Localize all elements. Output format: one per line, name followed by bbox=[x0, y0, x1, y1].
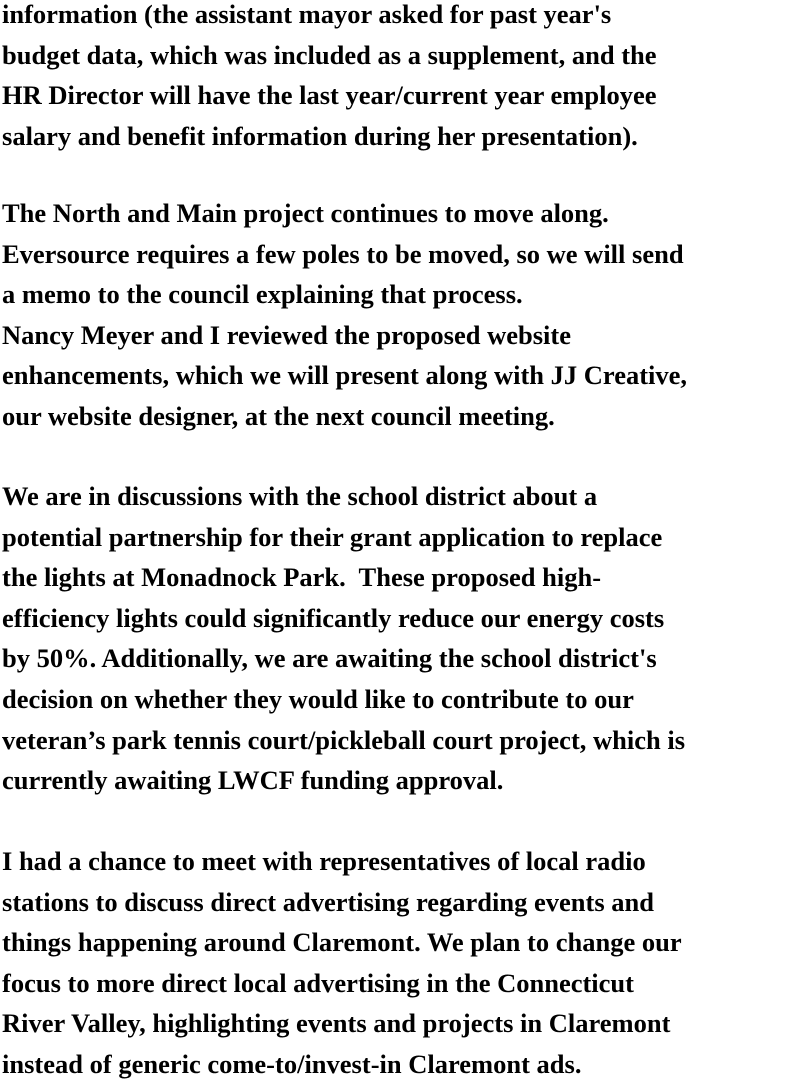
text-line: things happening around Claremont. We plan to change our bbox=[2, 927, 682, 958]
text-line: currently awaiting LWCF funding approval. bbox=[2, 765, 504, 796]
text-line: focus to more direct local advertising in the Connecticut bbox=[2, 967, 634, 998]
text-line: instead of generic come-to/invest-in Claremont ads. bbox=[2, 1048, 582, 1079]
text-line: veteran’s park tennis court/pickleball court project, which is bbox=[2, 724, 686, 755]
text-line: a memo to the council explaining that process. bbox=[2, 279, 523, 310]
paragraph-budget-info bbox=[2, 0, 657, 156]
text-line: I had a chance to meet with representatives of local radio bbox=[2, 846, 646, 876]
text-line: our website designer, at the next council meeting. bbox=[2, 400, 555, 431]
text-line: salary and benefit information during her presentation). bbox=[2, 120, 638, 151]
text-line: efficiency lights could significantly reduce our energy costs bbox=[2, 602, 665, 633]
text-line: Eversource requires a few poles to be moved, so we will send bbox=[2, 238, 684, 269]
paragraph-radio-advertising bbox=[2, 841, 682, 1085]
text-line: We are in discussions with the school district about a bbox=[2, 481, 598, 511]
text-line: Nancy Meyer and I reviewed the proposed website bbox=[2, 319, 571, 350]
text-line: stations to discuss direct advertising regarding events and bbox=[2, 886, 654, 917]
text-line: by 50%. Additionally, we are awaiting the school district's bbox=[2, 643, 657, 674]
paragraph-north-main-project bbox=[2, 193, 687, 437]
text-line: River Valley, highlighting events and projects in Claremont bbox=[2, 1008, 671, 1039]
text-line: The North and Main project continues to move along. bbox=[2, 198, 609, 228]
text-line: enhancements, which we will present along with JJ Creative, bbox=[2, 360, 688, 391]
text-line: potential partnership for their grant application to replace bbox=[2, 521, 663, 552]
text-line: decision on whether they would like to contribute to our bbox=[2, 683, 634, 714]
paragraph-school-district bbox=[2, 476, 685, 801]
text-line: the lights at Monadnock Park. These proposed high- bbox=[2, 562, 602, 593]
text-line: HR Director will have the last year/current year employee bbox=[2, 80, 657, 111]
text-line: information (the assistant mayor asked for past year's bbox=[2, 0, 612, 29]
text-line: budget data, which was included as a supplement, and the bbox=[2, 39, 657, 70]
